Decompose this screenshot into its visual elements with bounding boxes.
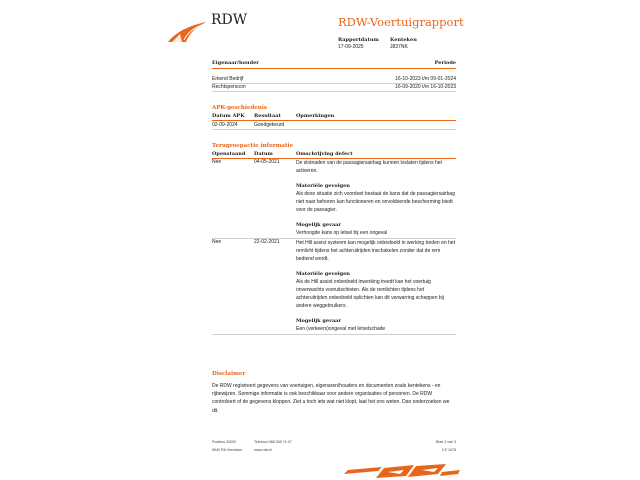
recall-row-0-text-2: Verhoogde kans op letsel bij een ongeval bbox=[296, 230, 388, 236]
recall-row-1-heading-2: Mogelijk gevaar bbox=[296, 318, 342, 324]
report-title: RDW-Voertuigrapport bbox=[338, 15, 464, 29]
footer-code: 3 E 1078 bbox=[441, 448, 456, 452]
row-divider bbox=[212, 91, 456, 92]
recall-row-0-text-1: Als deze situatie zich voordoet bestaat de kans dat de passagiersairbag niet naar behoren kan functioneren en onvoldoende bescherming biedt voor de passagier. bbox=[296, 191, 455, 213]
recall-row-0-date: 04-05-2021 bbox=[254, 159, 280, 165]
owner-col-header: Eigenaar/houder bbox=[212, 60, 259, 66]
brand-name: RDW bbox=[211, 12, 248, 28]
footer-phone: Telefoon 088 008 74 47 bbox=[254, 440, 292, 444]
apk-section-title: APK-geschiedenis bbox=[212, 105, 267, 111]
footer-page-number: Blad 3 van 3 bbox=[436, 440, 456, 444]
recall-row-0-heading-2: Mogelijk gevaar bbox=[296, 222, 342, 228]
plate-label: Kenteken bbox=[390, 37, 417, 43]
owner-row-0-period: 16-10-2023 t/m 09-01-2024 bbox=[395, 76, 456, 82]
apk-row-date: 02-09-2024 bbox=[212, 122, 238, 128]
apk-header-remarks: Opmerkingen bbox=[296, 113, 335, 119]
disclaimer-text: De RDW registreert gegevens van voertuigen, eigenaren/houders en documenten zoals kentekens - en rijbewijzen. Sommige informatie is ook beschikbaar voor andere organisaties of personen. De RDW controleert of de gegevens kloppen. Ziet u toch iets wat niet klopt, laat het ons weten. Dan onderzoeken we dit. bbox=[212, 383, 450, 414]
recall-row-1-heading-1: Materiële gevolgen bbox=[296, 271, 350, 277]
recall-header-open: Openstaand bbox=[212, 151, 246, 157]
recall-row-1-text-1: Als de Hill assist onbedoeld inwerking treedt kan het voertuig onverwachts vooruitschieten. Als de remlichten tijdens het achteruitrijden onbedoeld oplichten kan dit verwarring scheppen bij andere weggebruikers. bbox=[296, 279, 444, 309]
owner-row-1-name: Rechtspersoon bbox=[212, 84, 246, 90]
apk-row-result: Goedgekeurd bbox=[254, 122, 285, 128]
period-col-header: Periode bbox=[434, 60, 456, 66]
recall-row-1-description bbox=[296, 239, 456, 333]
plate-value: J837NK bbox=[390, 44, 408, 50]
recall-header-date: Datum bbox=[254, 151, 273, 157]
owner-row-0-name: Erkend Bedrijf bbox=[212, 76, 244, 82]
row-divider bbox=[212, 129, 456, 130]
disclaimer-title: Disclaimer bbox=[212, 371, 246, 377]
owner-row-1-period: 16-09-2020 t/m 16-10-2023 bbox=[395, 84, 456, 90]
rdw-logo bbox=[166, 20, 208, 44]
recall-row-0-heading-1: Materiële gevolgen bbox=[296, 183, 350, 189]
decorative-stripes bbox=[342, 462, 462, 480]
apk-header-result: Resultaat bbox=[254, 113, 281, 119]
footer-website[interactable]: www.rdw.nl bbox=[254, 448, 272, 452]
report-date-label: Rapportdatum bbox=[338, 37, 379, 43]
recall-row-1-text-2: Een (verkeers)ongeval met letselschade bbox=[296, 326, 386, 332]
recall-row-1-text-0: Het Hill assist systeem kan mogelijk onbedoeld in werking treden en het remlicht tijdens het achteruitrijden inschakelen zonder dat de rem bediend wordt. bbox=[296, 240, 455, 262]
recall-header-description: Omschrijving defect bbox=[296, 151, 353, 157]
row-divider bbox=[212, 334, 456, 335]
report-date-value: 17-09-2025 bbox=[338, 44, 364, 50]
recall-row-1-open: Nee bbox=[212, 239, 222, 245]
recall-row-0-open: Nee bbox=[212, 159, 222, 165]
footer-address-2: 9640 RA Veendam bbox=[212, 448, 242, 452]
apk-divider bbox=[212, 120, 456, 121]
recall-row-0-description bbox=[296, 159, 456, 237]
footer-address-1: Postbus 30000 bbox=[212, 440, 236, 444]
recall-section-title: Terugroepactie informatie bbox=[212, 143, 294, 149]
recall-row-1-date: 22-02-2021 bbox=[254, 239, 280, 245]
owners-divider bbox=[212, 68, 456, 69]
apk-header-date: Datum APK bbox=[212, 113, 245, 119]
recall-row-0-text-0: De slotnaden van de passagiersairbag kunnen loslaten tijdens het activeren. bbox=[296, 160, 442, 174]
